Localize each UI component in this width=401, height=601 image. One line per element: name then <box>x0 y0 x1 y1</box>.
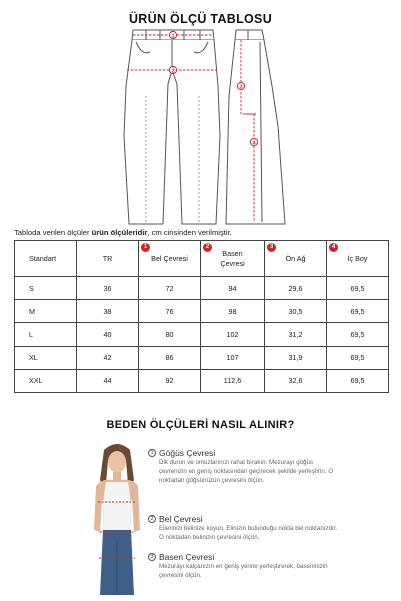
table-cell: 69,5 <box>327 346 389 369</box>
instruction-desc: Dik durun ve omuzlarınızı rahat bırakın. Mezurayı göğüs çevrenizin en geniş noktasından geçirecek şekilde yerleştirin. O noktadan göğsünüzün çevresini ölçün. <box>159 459 334 484</box>
table-cell: 94 <box>201 277 265 300</box>
table-cell: XL <box>15 346 77 369</box>
table-row <box>15 369 389 392</box>
face-shape <box>108 451 126 473</box>
table-row <box>15 323 389 346</box>
table-cell: 44 <box>77 369 139 392</box>
table-cell: 42 <box>77 346 139 369</box>
svg-text:4: 4 <box>252 140 256 147</box>
marker-2 <box>169 66 176 74</box>
table-cell: 38 <box>77 300 139 323</box>
instruction-item <box>148 552 338 581</box>
instruction-item <box>148 448 338 485</box>
pants-front-view <box>124 30 220 224</box>
table-caption: Tabloda verilen ölçüler ürün ölçüleridir, cm cinsinden verilmiştir. <box>14 228 232 237</box>
size-table <box>14 240 389 393</box>
table-cell: 69,5 <box>327 277 389 300</box>
how-to-title: BEDEN ÖLÇÜLERİ NASIL ALINIR? <box>106 419 295 431</box>
table-cell: M <box>15 300 77 323</box>
instruction-number: 2 <box>148 515 156 523</box>
table-cell: 80 <box>139 323 201 346</box>
table-header-row <box>15 241 389 277</box>
badge-3: 3 <box>267 243 276 252</box>
table-cell: 112,6 <box>201 369 265 392</box>
table-cell: 107 <box>201 346 265 369</box>
table-cell: 72 <box>139 277 201 300</box>
marker-3 <box>237 82 244 90</box>
table-row <box>15 277 389 300</box>
table-cell: 69,5 <box>327 369 389 392</box>
badge-4: 4 <box>329 243 338 252</box>
table-cell: 86 <box>139 346 201 369</box>
table-cell: 102 <box>201 323 265 346</box>
table-cell: 30,5 <box>265 300 327 323</box>
badge-2: 2 <box>203 243 212 252</box>
header-cell: 2 Basen Çevresi <box>201 241 265 277</box>
instruction-name: Basen Çevresi <box>159 552 215 562</box>
table-cell: 98 <box>201 300 265 323</box>
header-cell: TR <box>77 241 139 277</box>
instruction-desc: Mezurayı kalçanızın en geniş yerine yerleştirerek, baseninizin çevresini ölçün. <box>159 563 328 579</box>
instruction-item <box>148 514 338 543</box>
header-cell: 4 İç Boy <box>327 241 389 277</box>
table-cell: 36 <box>77 277 139 300</box>
svg-text:2: 2 <box>171 68 175 75</box>
table-cell: 29,6 <box>265 277 327 300</box>
white-top <box>103 482 130 530</box>
table-cell: 69,5 <box>327 300 389 323</box>
table-cell: XXL <box>15 369 77 392</box>
header-cell: 3 Ön Ağ <box>265 241 327 277</box>
instruction-name: Bel Çevresi <box>159 514 203 524</box>
svg-text:1: 1 <box>171 33 175 40</box>
table-cell: 40 <box>77 323 139 346</box>
table-cell: 92 <box>139 369 201 392</box>
table-cell: 69,5 <box>327 323 389 346</box>
table-cell: 31,2 <box>265 323 327 346</box>
pants-side-view <box>226 30 285 224</box>
table-cell: 31,9 <box>265 346 327 369</box>
header-cell: 1 Bel Çevresi <box>139 241 201 277</box>
table-cell: 32,6 <box>265 369 327 392</box>
model-figure <box>82 440 152 595</box>
pants-diagram <box>0 26 401 226</box>
table-row <box>15 346 389 369</box>
table-cell: 76 <box>139 300 201 323</box>
svg-text:3: 3 <box>239 84 243 91</box>
marker-4 <box>250 138 257 146</box>
header-cell: Standart <box>15 241 77 277</box>
instruction-name: Göğüs Çevresi <box>159 448 216 458</box>
instruction-number: 1 <box>148 449 156 457</box>
instruction-number: 3 <box>148 553 156 561</box>
marker-1 <box>169 31 176 39</box>
instruction-desc: Ellerinizi belinize koyun. Elinizin bulunduğu nokta bel noktanızdır. O noktadan belinizin çevresini ölçün. <box>159 525 338 541</box>
page-title: ÜRÜN ÖLÇÜ TABLOSU <box>128 12 273 26</box>
table-row <box>15 300 389 323</box>
table-cell: L <box>15 323 77 346</box>
table-cell: S <box>15 277 77 300</box>
badge-1: 1 <box>141 243 150 252</box>
